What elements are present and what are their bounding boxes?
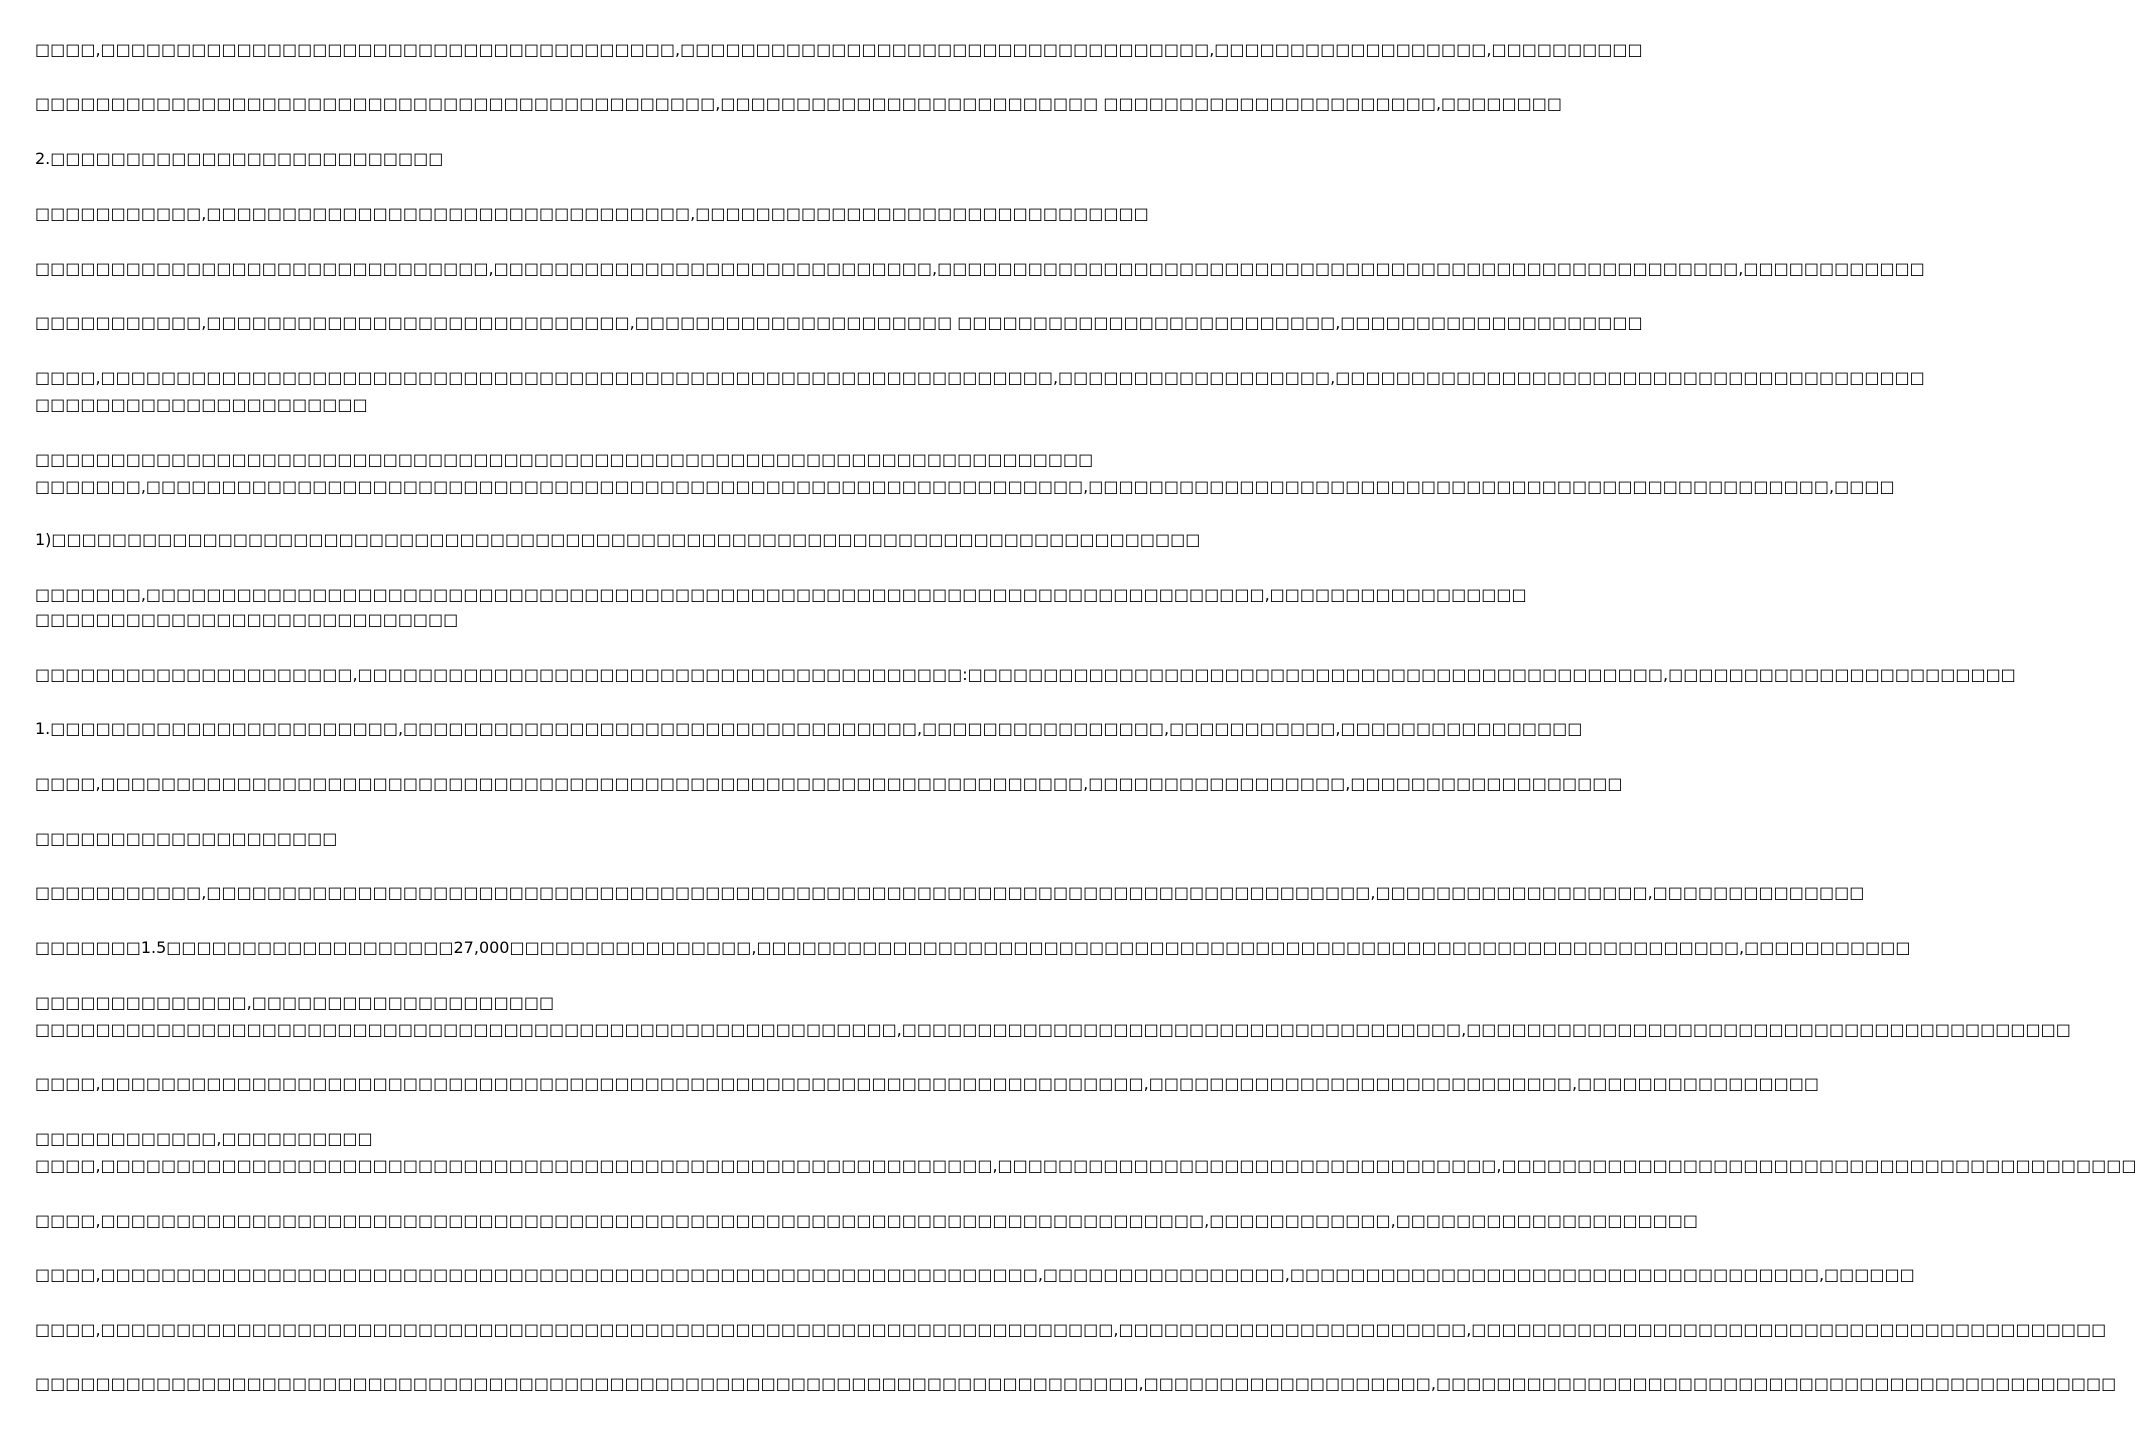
text-line: □□□□□□□□□□□□□□□□□□□□□□□□□□□□□□□□□□□□□□□□□□□□□,□□□□□□□□□□□□□□□□□□□□□□□□□ □□□□□□□□□□□□□□□□□□□□□□,□□□□□□□□ bbox=[35, 94, 1562, 113]
text-line: □□□□□□□□□□□□□□□□□□□□ bbox=[35, 829, 338, 848]
text-line: 2.□□□□□□□□□□□□□□□□□□□□□□□□□□ bbox=[35, 149, 444, 168]
text-line: □□□□□□□□□□□,□□□□□□□□□□□□□□□□□□□□□□□□□□□□□□□□,□□□□□□□□□□□□□□□□□□□□□□□□□□□□□□ bbox=[35, 204, 1149, 223]
text-line: □□□□□□□□□□□□□□□□□□□□□□□□□□□□ bbox=[35, 610, 459, 629]
text-line: □□□□,□□□□□□□□□□□□□□□□□□□□□□□□□□□□□□□□□□□□□□□□□□□□□□□□□□□□□□□□□□□□□□□□□□□□□□□□□,□□□□□□□□□□□□,□□□□□□□□□□□□□□□□□□□□ bbox=[35, 1211, 1699, 1230]
text-line: 1)□□□□□□□□□□□□□□□□□□□□□□□□□□□□□□□□□□□□□□□□□□□□□□□□□□□□□□□□□□□□□□□□□□□□□□□□□□□□ bbox=[35, 530, 1201, 549]
text-line: 1.□□□□□□□□□□□□□□□□□□□□□□□,□□□□□□□□□□□□□□□□□□□□□□□□□□□□□□□□□□,□□□□□□□□□□□□□□□□,□□□□□□□□□□□,□□□□□□□□□□□□□□□□ bbox=[35, 719, 1583, 738]
text-line: □□□□□□□□□□□□□□,□□□□□□□□□□□□□□□□□□□□ bbox=[35, 993, 555, 1012]
text-line: □□□□□□□□□□□□□□□□□□□□□□□□□□□□□□□□□□□□□□□□□□□□□□□□□□□□□□□□□□□□□□□□□□□□□□□□□,□□□□□□□□□□□□□□□□□□□,□□□□□□□□□□□□□□□□□□□□□□□□□□□□□□□□□□□□□□□□□□□□□ bbox=[35, 1374, 2117, 1393]
text-line: □□□□,□□□□□□□□□□□□□□□□□□□□□□□□□□□□□□□□□□□□□□□□□□□□□□□□□□□□□□□□□□□□□□□□□□□,□□□□□□□□□□□□□□□□□□□□□□□,□□□□□□□□□□□□□□□□□□□□□□□□□□□□□□□□□□□□□□□□□□ bbox=[35, 1320, 2107, 1339]
text-line: □□□□□□□□□□□□□□□□□□□□□□□□□□□□□□□□□□□□□□□□□□□□□□□□□□□□□□□□□,□□□□□□□□□□□□□□□□□□□□□□□□□□□□□□□□□□□□□,□□□□□□□□□□□□□□□□□□□□□□□□□□□□□□□□□□□□□□□□ bbox=[35, 1020, 2071, 1039]
text-line: □□□□□□□,□□□□□□□□□□□□□□□□□□□□□□□□□□□□□□□□□□□□□□□□□□□□□□□□□□□□□□□□□□□□□□□□□□□□□□□□□□,□□□□□□□□□□□□□□□□□ bbox=[35, 585, 1527, 604]
text-line: □□□□□□□□□□□□□□□□□□□□□□□□□□□□□□□□□□□□□□□□□□□□□□□□□□□□□□□□□□□□□□□□□□□□□□ bbox=[35, 450, 1094, 469]
text-line: □□□□,□□□□□□□□□□□□□□□□□□□□□□□□□□□□□□□□□□□□□□□□□□□□□□□□□□□□□□□□□□□□□□,□□□□□□□□□□□□□□□□,□□□□□□□□□□□□□□□□□□□□□□□□□□□□□□□□□□□,□□□□□□ bbox=[35, 1265, 1915, 1284]
text-line: □□□□,□□□□□□□□□□□□□□□□□□□□□□□□□□□□□□□□□□□□□□□□□□□□□□□□□□□□□□□□□□□□□□□□□,□□□□□□□□□□□□□□□□□,□□□□□□□□□□□□□□□□□□ bbox=[35, 774, 1623, 793]
text-line: □□□□□□□□□□□□□□□□□□□□□,□□□□□□□□□□□□□□□□□□□□□□□□□□□□□□□□□□□□□□□□:□□□□□□□□□□□□□□□□□□□□□□□□□□□□□□□□□□□□□□□□□□□□□□,□□□□□□□□□□□□□□□□□□□□□□□ bbox=[35, 665, 2016, 684]
text-line: □□□□□□□□□□□,□□□□□□□□□□□□□□□□□□□□□□□□□□□□,□□□□□□□□□□□□□□□□□□□□□ □□□□□□□□□□□□□□□□□□□□□□□□□,□□□□□□□□□□□□□□□□□□□□ bbox=[35, 313, 1643, 332]
text-line: □□□□□□□,□□□□□□□□□□□□□□□□□□□□□□□□□□□□□□□□□□□□□□□□□□□□□□□□□□□□□□□□□□□□□□,□□□□□□□□□□□□□□□□□□□□□□□□□□□□□□□□□□□□□□□□□□□□□□□□□,□□□□ bbox=[35, 477, 1895, 496]
text-line: □□□□,□□□□□□□□□□□□□□□□□□□□□□□□□□□□□□□□□□□□□□□□□□□□□□□□□□□□□□□□□□□,□□□□□□□□□□□□□□□□□□□□□□□□□□□□□□□□□,□□□□□□□□□□□□□□□□□□□□□□□□□□□□□□□□□□□□□□□□□□ bbox=[35, 1156, 2136, 1175]
text-line: □□□□□□□1.5□□□□□□□□□□□□□□□□□□□27,000□□□□□□□□□□□□□□□□,□□□□□□□□□□□□□□□□□□□□□□□□□□□□□□□□□□□□□□□□□□□□□□□□□□□□□□□□□□□□□□□□□,□□□□□□□□□□□ bbox=[35, 938, 1911, 957]
text-line: □□□□□□□□□□□□,□□□□□□□□□□ bbox=[35, 1129, 373, 1148]
text-line: □□□□,□□□□□□□□□□□□□□□□□□□□□□□□□□□□□□□□□□□□□□,□□□□□□□□□□□□□□□□□□□□□□□□□□□□□□□□□□□,□□□□□□□□□□□□□□□□□□,□□□□□□□□□□ bbox=[35, 40, 1643, 59]
text-line: □□□□,□□□□□□□□□□□□□□□□□□□□□□□□□□□□□□□□□□□□□□□□□□□□□□□□□□□□□□□□□□□□□□□□□□□□□,□□□□□□□□□□□□□□□□□□□□□□□□□□□□,□□□□□□□□□□□□□□□□ bbox=[35, 1074, 1819, 1093]
text-line: □□□□□□□□□□□,□□□□□□□□□□□□□□□□□□□□□□□□□□□□□□□□□□□□□□□□□□□□□□□□□□□□□□□□□□□□□□□□□□□□□□□□□□□□□,□□□□□□□□□□□□□□□□□□,□□□□□□□□□□□□□□ bbox=[35, 883, 1865, 902]
text-line: □□□□,□□□□□□□□□□□□□□□□□□□□□□□□□□□□□□□□□□□□□□□□□□□□□□□□□□□□□□□□□□□□□□□,□□□□□□□□□□□□□□□□□□,□□□□□□□□□□□□□□□□□□□□□□□□□□□□□□□□□□□□□□□ bbox=[35, 368, 1925, 387]
text-line: □□□□□□□□□□□□□□□□□□□□□□ bbox=[35, 395, 368, 414]
text-line: □□□□□□□□□□□□□□□□□□□□□□□□□□□□□□,□□□□□□□□□□□□□□□□□□□□□□□□□□□□□,□□□□□□□□□□□□□□□□□□□□□□□□□□□□□□□□□□□□□□□□□□□□□□□□□□□□□,□□□□□□□□□□□□ bbox=[35, 259, 1925, 278]
